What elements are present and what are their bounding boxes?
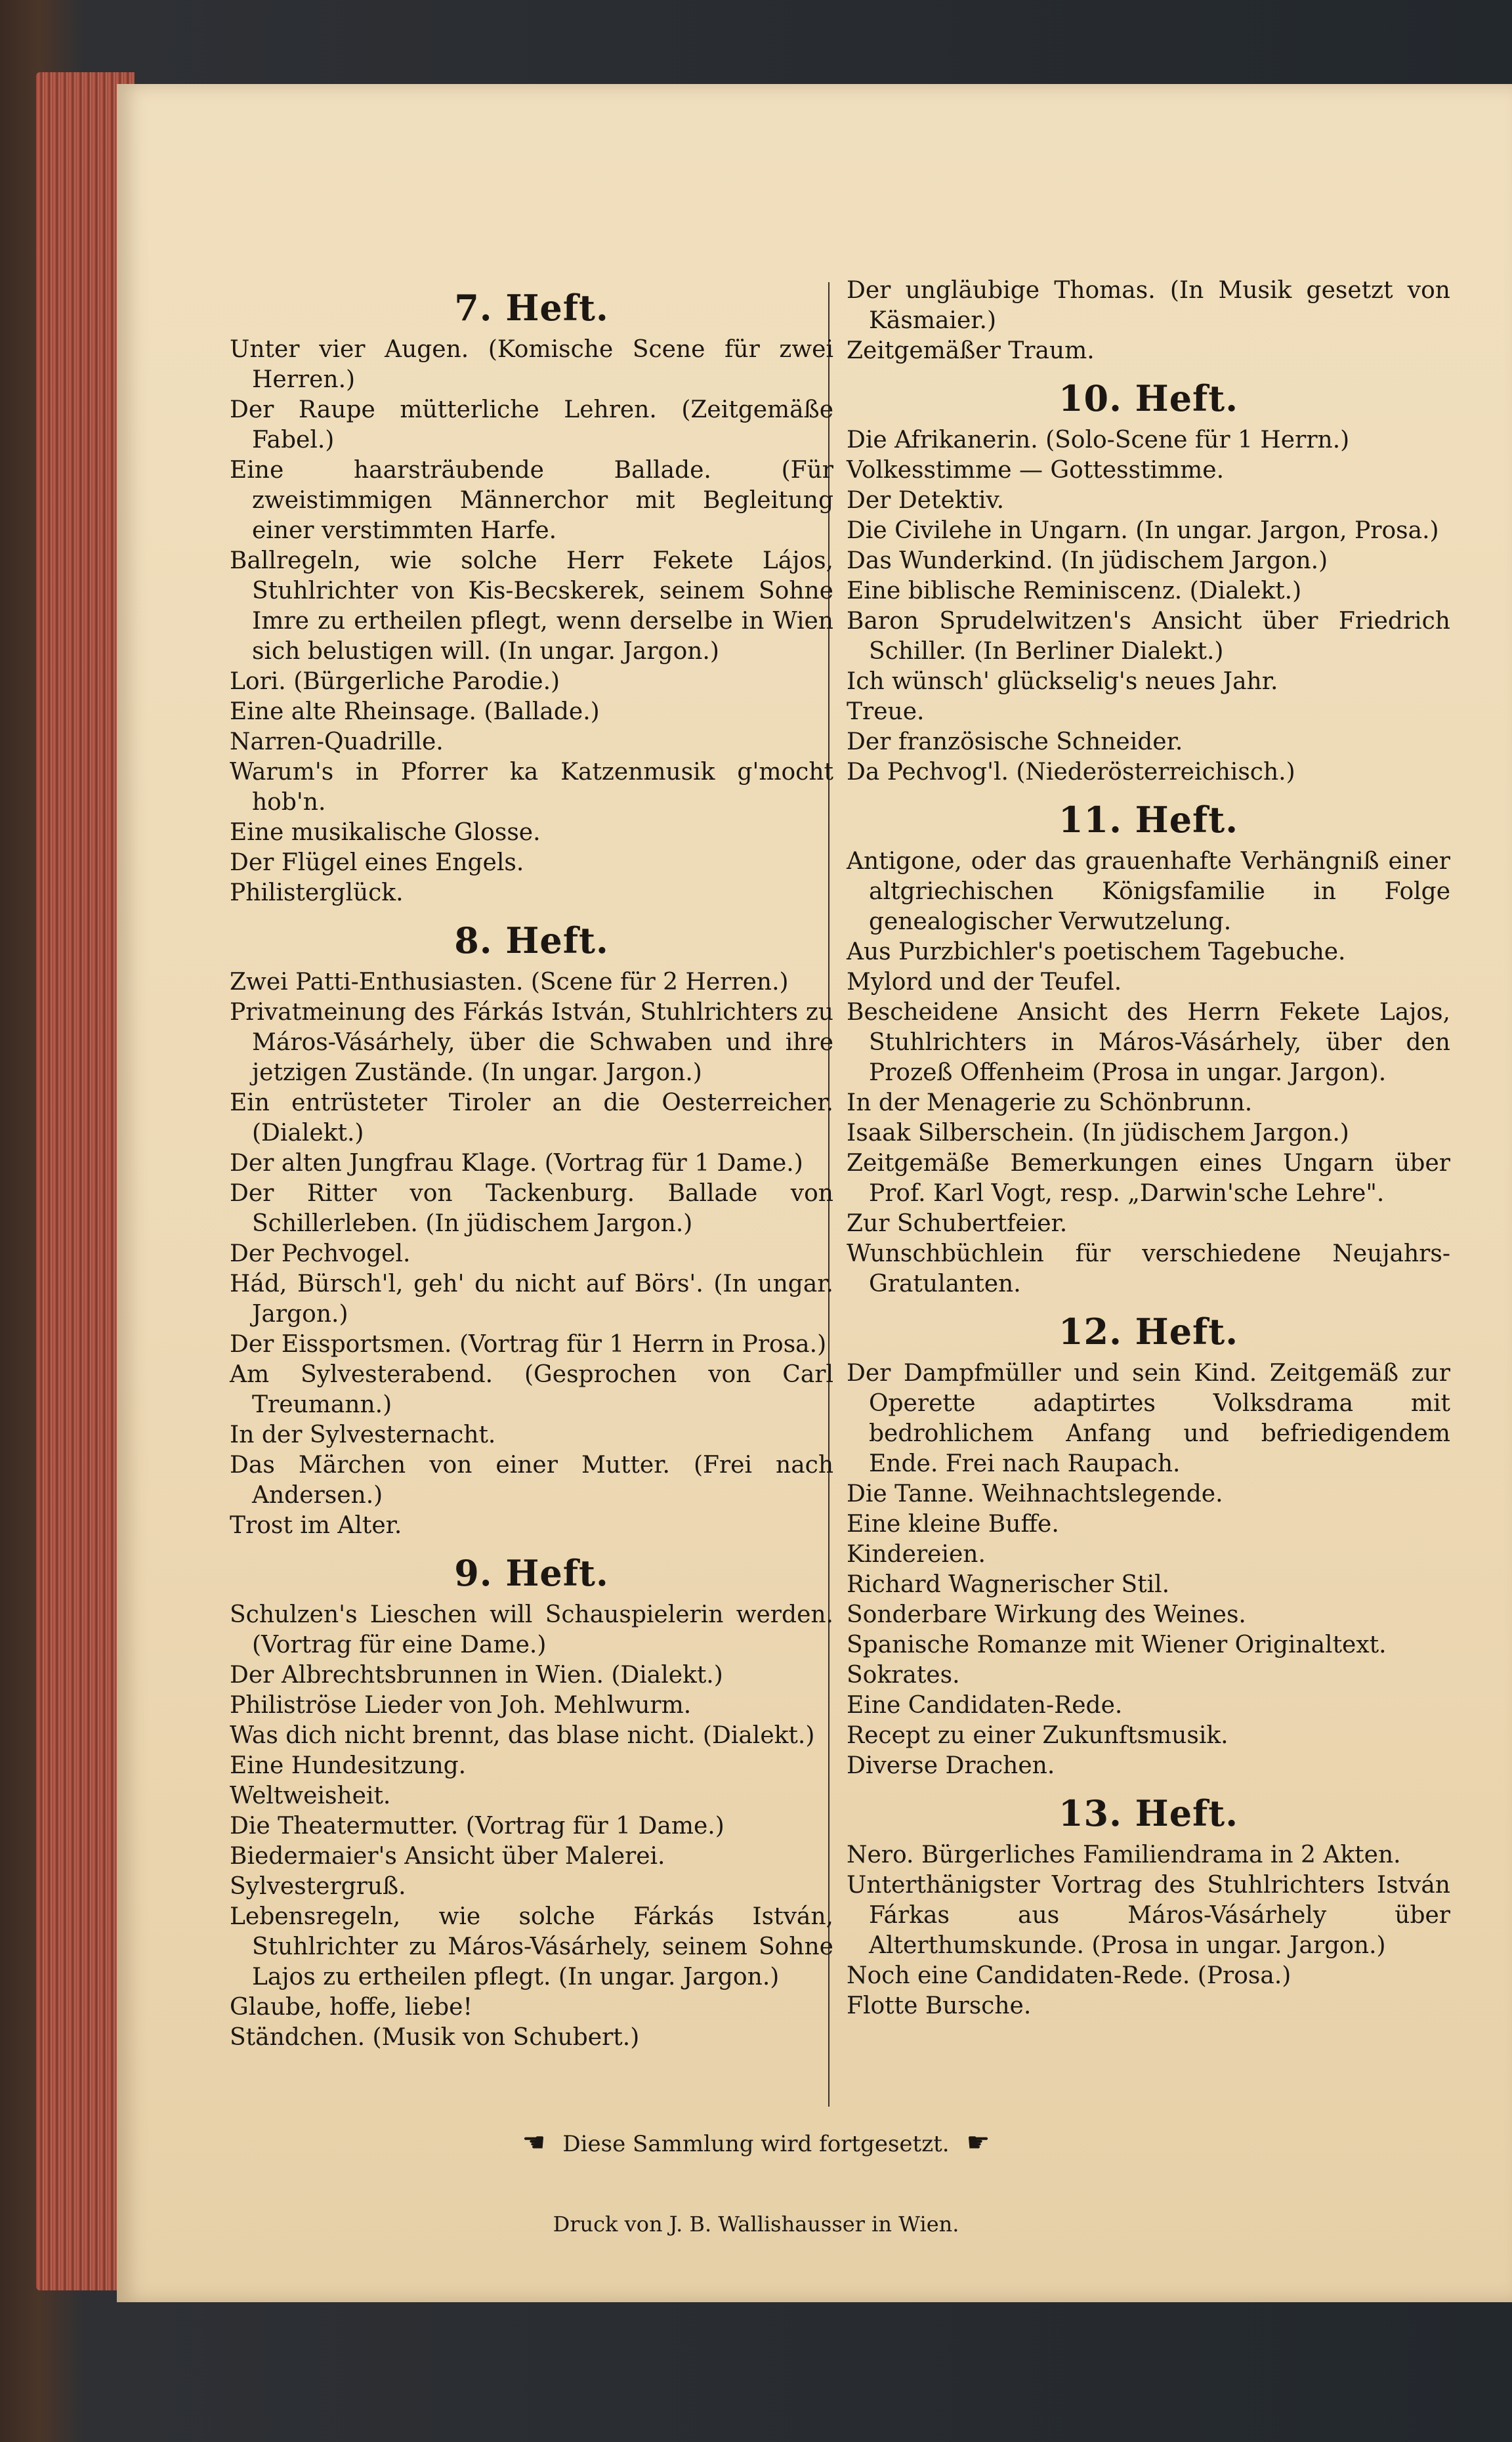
catalog-entry: Ballregeln, wie solche Herr Fekete Lájos, Stuhlrichter von Kis-Becskerek, seinem Sohne Imre zu ertheilen pflegt, wenn derselbe in Wien sich belustigen will. (In ungar. Jargon.) <box>230 547 833 665</box>
catalog-entry: Der Raupe mütterliche Lehren. (Zeitgemäße Fabel.) <box>230 396 833 453</box>
catalog-entry: Sokrates. <box>847 1662 960 1689</box>
catalog-entry: Aus Purzbichler's poetischem Tagebuche. <box>847 938 1346 965</box>
catalog-entry: In der Menagerie zu Schönbrunn. <box>847 1089 1253 1116</box>
catalog-entry: Spanische Romanze mit Wiener Originaltext. <box>847 1632 1387 1658</box>
catalog-entry: Eine Candidaten-Rede. <box>847 1692 1123 1719</box>
catalog-entry: Treue. <box>847 698 925 725</box>
catalog-entry: Unterthänigster Vortrag des Stuhlrichters István Fárkas aus Máros-Vásárhely über Alterthumskunde. (Prosa in ungar. Jargon.) <box>847 1872 1450 1959</box>
catalog-entry: Die Tanne. Weihnachtslegende. <box>847 1481 1223 1507</box>
catalog-entry: Das Märchen von einer Mutter. (Frei nach Andersen.) <box>230 1452 833 1509</box>
catalog-entry: Privatmeinung des Fárkás István, Stuhlrichters zu Máros-Vásárhely, über die Schwaben und ihre jetzigen Zustände. (In ungar. Jargon.) <box>230 999 833 1086</box>
catalog-entry: Volkesstimme — Gottesstimme. <box>847 457 1225 484</box>
section-heading: 7. Heft. <box>454 287 609 329</box>
catalog-entry: In der Sylvesternacht. <box>230 1421 496 1448</box>
catalog-entry: Die Theatermutter. (Vortrag für 1 Dame.) <box>230 1813 724 1840</box>
catalog-entry: Zur Schubertfeier. <box>847 1210 1068 1237</box>
printer-imprint: Druck von J. B. Wallishausser in Wien. <box>553 2212 959 2237</box>
catalog-entry: Eine alte Rheinsage. (Ballade.) <box>230 698 600 725</box>
catalog-entry: Antigone, oder das grauenhafte Verhängniß einer altgriechischen Königsfamilie in Folge genealogischer Verwutzelung. <box>847 848 1450 935</box>
catalog-entry: Eine musikalische Glosse. <box>230 819 541 846</box>
catalog-entry: Der alten Jungfrau Klage. (Vortrag für 1 Dame.) <box>230 1150 803 1177</box>
catalog-entry: Der Detektiv. <box>847 487 1005 514</box>
catalog-entry: Baron Sprudelwitzen's Ansicht über Friedrich Schiller. (In Berliner Dialekt.) <box>847 608 1450 665</box>
catalog-entry: Diverse Drachen. <box>847 1752 1055 1779</box>
catalog-entry: Der Flügel eines Engels. <box>230 849 524 876</box>
left-hand-pointer-icon: ☚ <box>522 2128 546 2158</box>
catalog-entry: Zeitgemäße Bemerkungen eines Ungarn über Prof. Karl Vogt, resp. „Darwin'sche Lehre". <box>847 1150 1450 1207</box>
catalog-entry: Biedermaier's Ansicht über Malerei. <box>230 1843 665 1870</box>
catalog-entry: Recept zu einer Zukunftsmusik. <box>847 1722 1228 1749</box>
catalog-entry: Eine haarsträubende Ballade. (Für zweistimmigen Männerchor mit Begleitung einer verstimmten Harfe. <box>230 457 833 544</box>
catalog-entry: Ein entrüsteter Tiroler an die Oesterreicher. (Dialekt.) <box>230 1089 833 1147</box>
catalog-entry: Mylord und der Teufel. <box>847 969 1122 996</box>
continuation-note <box>0 2128 1512 2158</box>
section-heading: 12. Heft. <box>1058 1311 1239 1353</box>
continuation-text: Diese Sammlung wird fortgesetzt. <box>562 2131 950 2157</box>
catalog-entry: Der Dampfmüller und sein Kind. Zeitgemäß zur Operette adaptirtes Volksdrama mit bedrohlichem Anfang und befriedigendem Ende. Frei nach Raupach. <box>847 1360 1450 1477</box>
section-heading: 11. Heft. <box>1058 799 1239 841</box>
catalog-entry: Unter vier Augen. (Komische Scene für zwei Herren.) <box>230 336 833 393</box>
catalog-entry: Warum's in Pforrer ka Katzenmusik g'mocht hob'n. <box>230 759 833 816</box>
catalog-entry: Eine Hundesitzung. <box>230 1752 467 1779</box>
catalog-entry: Nero. Bürgerliches Familiendrama in 2 Akten. <box>847 1842 1401 1868</box>
catalog-entry: Trost im Alter. <box>230 1512 402 1539</box>
catalog-entry: Der französische Schneider. <box>847 728 1183 755</box>
catalog-entry: Philisterglück. <box>230 879 404 906</box>
catalog-entry: Sylvestergruß. <box>230 1873 406 1900</box>
catalog-entry: Bescheidene Ansicht des Herrn Fekete Lajos, Stuhlrichters in Máros-Vásárhely, über den Prozeß Offenheim (Prosa in ungar. Jargon). <box>847 999 1450 1086</box>
catalog-entry: Der ungläubige Thomas. (In Musik gesetzt von Käsmaier.) <box>847 277 1450 334</box>
section-heading: 13. Heft. <box>1058 1792 1239 1834</box>
catalog-entry: Isaak Silberschein. (In jüdischem Jargon.) <box>847 1120 1349 1147</box>
right-hand-pointer-icon: ☛ <box>966 2128 990 2158</box>
catalog-entry: Eine kleine Buffe. <box>847 1511 1059 1538</box>
catalog-entry: Die Afrikanerin. (Solo-Scene für 1 Herrn.) <box>847 427 1350 453</box>
catalog-entry: Der Eissportsmen. (Vortrag für 1 Herrn in Prosa.) <box>230 1331 827 1358</box>
catalog-entry: Die Civilehe in Ungarn. (In ungar. Jargon, Prosa.) <box>847 517 1439 544</box>
catalog-entry: Der Albrechtsbrunnen in Wien. (Dialekt.) <box>230 1662 723 1689</box>
catalog-entry: Sonderbare Wirkung des Weines. <box>847 1601 1246 1628</box>
catalog-entry: Zeitgemäßer Traum. <box>847 337 1095 364</box>
catalog-entry: Glaube, hoffe, liebe! <box>230 1994 472 2021</box>
catalog-entry: Ich wünsch' glückselig's neues Jahr. <box>847 668 1278 695</box>
catalog-entry: Lori. (Bürgerliche Parodie.) <box>230 668 560 695</box>
catalog-entry: Hád, Bürsch'l, geh' du nicht auf Börs'. (In ungar. Jargon.) <box>230 1271 833 1328</box>
catalog-entry: Richard Wagnerischer Stil. <box>847 1571 1170 1598</box>
catalog-entry: Am Sylvesterabend. (Gesprochen von Carl Treumann.) <box>230 1361 833 1418</box>
catalog-entry: Wunschbüchlein für verschiedene Neujahrs-Gratulanten. <box>847 1240 1450 1297</box>
catalog-entry: Flotte Bursche. <box>847 1992 1032 2019</box>
catalog-entry: Schulzen's Lieschen will Schauspielerin werden. (Vortrag für eine Dame.) <box>230 1601 833 1658</box>
catalog-entry: Was dich nicht brennt, das blase nicht. (Dialekt.) <box>230 1722 815 1749</box>
section-heading: 10. Heft. <box>1058 377 1239 419</box>
catalog-entry: Da Pechvog'l. (Niederösterreichisch.) <box>847 759 1295 786</box>
catalog-entry: Weltweisheit. <box>230 1782 391 1809</box>
catalog-entry: Der Pechvogel. <box>230 1240 411 1267</box>
catalog-entry: Narren-Quadrille. <box>230 728 444 755</box>
catalog-entry: Philiströse Lieder von Joh. Mehlwurm. <box>230 1692 692 1719</box>
catalog-entry: Zwei Patti-Enthusiasten. (Scene für 2 Herren.) <box>230 969 789 996</box>
catalog-entry: Kindereien. <box>847 1541 986 1568</box>
catalog-entry: Eine biblische Reminiscenz. (Dialekt.) <box>847 578 1302 604</box>
section-heading: 8. Heft. <box>454 919 609 961</box>
left-column <box>230 276 833 2053</box>
right-column <box>847 276 1450 2021</box>
catalog-entry: Der Ritter von Tackenburg. Ballade von Schillerleben. (In jüdischem Jargon.) <box>230 1180 833 1237</box>
catalog-entry: Lebensregeln, wie solche Fárkás István, Stuhlrichter zu Máros-Vásárhely, seinem Sohne Lajos zu ertheilen pflegt. (In ungar. Jargon.) <box>230 1903 833 1990</box>
catalog-entry: Noch eine Candidaten-Rede. (Prosa.) <box>847 1962 1292 1989</box>
catalog-entry: Ständchen. (Musik von Schubert.) <box>230 2024 640 2051</box>
catalog-entry: Das Wunderkind. (In jüdischem Jargon.) <box>847 547 1328 574</box>
section-heading: 9. Heft. <box>454 1552 609 1594</box>
